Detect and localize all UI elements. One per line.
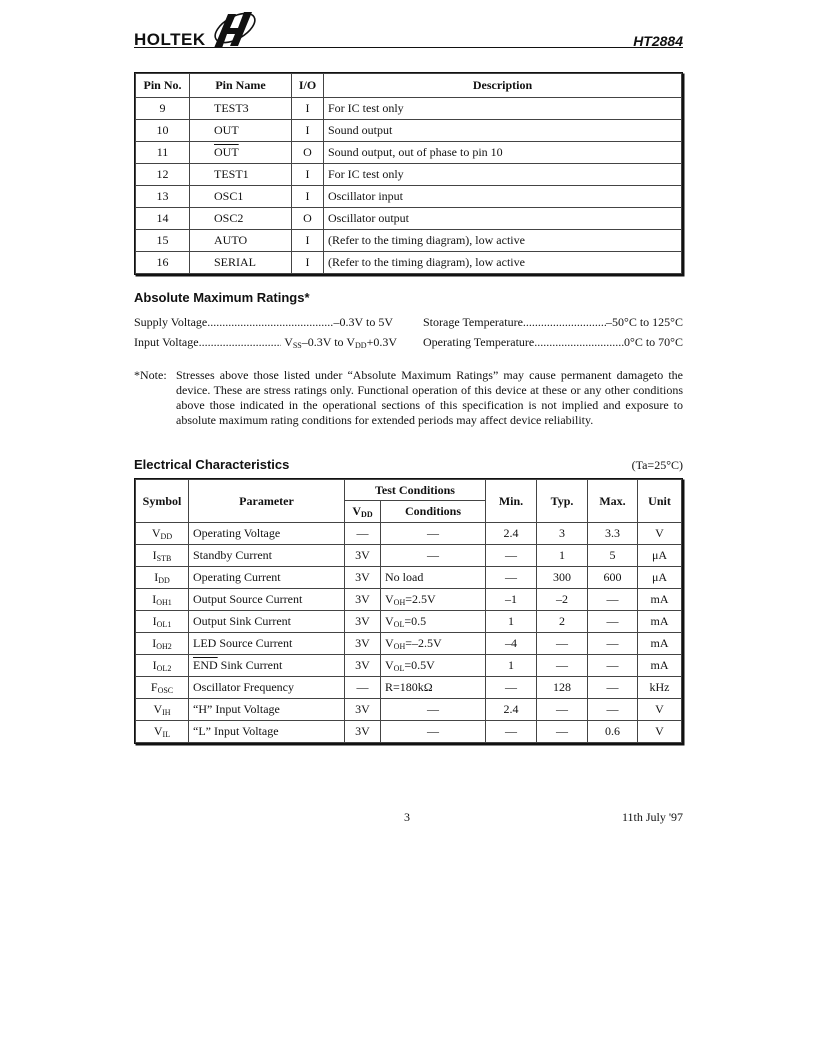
symbol-cell — [136, 589, 189, 611]
pin-name-cell — [190, 252, 292, 274]
max-cell: 5 — [588, 545, 638, 567]
table-row — [136, 677, 682, 699]
min-cell: 1 — [486, 655, 537, 677]
electrical-characteristics-table — [135, 479, 682, 743]
unit-cell: V — [638, 721, 682, 743]
io-cell: I — [292, 164, 324, 186]
table-row — [136, 98, 682, 120]
symbol-cell — [136, 633, 189, 655]
parameter-text: Output Sink Current — [193, 614, 291, 628]
unit-cell: kHz — [638, 677, 682, 699]
pin-name-cell — [190, 208, 292, 230]
pin-name-cell — [190, 164, 292, 186]
max-cell: — — [588, 611, 638, 633]
table-row — [136, 230, 682, 252]
min-cell: — — [486, 545, 537, 567]
symbol-text: I — [154, 570, 159, 584]
leader-dots — [523, 315, 606, 330]
unit-cell: V — [638, 523, 682, 545]
col-header-parameter: Parameter — [189, 480, 345, 523]
pin-no-cell: 12 — [136, 164, 190, 186]
conditions-text: — — [427, 702, 439, 716]
table-row — [136, 655, 682, 677]
parameter-text: Operating Voltage — [193, 526, 281, 540]
vdd-cell: 3V — [345, 545, 381, 567]
vdd-cell: — — [345, 523, 381, 545]
min-cell: 2.4 — [486, 523, 537, 545]
pin-name-text: SERIAL — [214, 255, 256, 269]
input-voltage-value: $V_{SS}-0.3V$ to $V_{DD}+0.3V$ — [284, 335, 397, 350]
holtek-logo-mark-icon — [204, 6, 260, 50]
conditions-cell — [381, 655, 486, 677]
pin-name-cell — [190, 186, 292, 208]
conditions-text: — — [427, 548, 439, 562]
supply-voltage-rating — [134, 315, 393, 330]
table-row — [136, 186, 682, 208]
header-rule — [134, 47, 683, 48]
vdd-cell: 3V — [345, 699, 381, 721]
unit-cell: μA — [638, 545, 682, 567]
description-cell: Oscillator output — [324, 208, 682, 230]
parameter-cell — [189, 589, 345, 611]
parameter-text: Output Source Current — [193, 592, 303, 606]
parameter-cell — [189, 545, 345, 567]
description-cell: Sound output — [324, 120, 682, 142]
symbol-cell — [136, 721, 189, 743]
parameter-text: “L” Input Voltage — [193, 724, 279, 738]
conditions-subscript: OH — [393, 642, 406, 651]
part-number: HT2884 — [633, 33, 683, 49]
description-cell: (Refer to the timing diagram), low active — [324, 230, 682, 252]
conditions-subscript: OL — [393, 664, 405, 673]
symbol-subscript: OL1 — [156, 620, 172, 629]
symbol-text: I — [152, 614, 157, 628]
symbol-subscript: OH1 — [156, 598, 172, 607]
pin-name-text: OUT — [214, 123, 239, 137]
symbol-text: I — [152, 658, 157, 672]
description-cell: For IC test only — [324, 98, 682, 120]
pin-name-text: TEST3 — [214, 101, 249, 115]
pin-no-cell: 10 — [136, 120, 190, 142]
typ-cell: 3 — [537, 523, 588, 545]
typ-cell: 2 — [537, 611, 588, 633]
parameter-cell — [189, 677, 345, 699]
pin-name-text: OSC2 — [214, 211, 244, 225]
pin-no-cell: 13 — [136, 186, 190, 208]
min-cell: — — [486, 677, 537, 699]
elec-char-title: Electrical Characteristics — [134, 457, 290, 472]
conditions-text: V — [385, 636, 394, 650]
table-row — [136, 120, 682, 142]
symbol-subscript: OH2 — [156, 642, 172, 651]
parameter-text: Standby Current — [193, 548, 272, 562]
logo-text: HOLTEK — [134, 30, 206, 49]
pin-no-cell: 16 — [136, 252, 190, 274]
holtek-logo — [134, 24, 206, 48]
table-row — [136, 208, 682, 230]
pin-no-cell: 9 — [136, 98, 190, 120]
leader-dots — [199, 335, 282, 350]
parameter-text: Oscillator Frequency — [193, 680, 294, 694]
conditions-cell — [381, 589, 486, 611]
parameter-cell — [189, 633, 345, 655]
parameter-text: Operating Current — [193, 570, 281, 584]
symbol-cell — [136, 699, 189, 721]
conditions-rest: =2.5V — [405, 592, 436, 606]
conditions-cell — [381, 633, 486, 655]
symbol-text: I — [152, 548, 157, 562]
io-cell: O — [292, 208, 324, 230]
conditions-cell — [381, 677, 486, 699]
conditions-subscript: OL — [393, 620, 405, 629]
unit-cell: mA — [638, 655, 682, 677]
vdd-cell: — — [345, 677, 381, 699]
parameter-text: Sink Current — [217, 658, 283, 672]
storage-temperature-value: –50°C to 125°C — [606, 315, 683, 329]
conditions-rest: =0.5 — [404, 614, 427, 628]
pin-no-cell: 15 — [136, 230, 190, 252]
conditions-text: V — [385, 592, 394, 606]
min-cell: –1 — [486, 589, 537, 611]
vdd-cell: 3V — [345, 633, 381, 655]
max-cell: — — [588, 677, 638, 699]
symbol-cell — [136, 523, 189, 545]
min-cell: — — [486, 721, 537, 743]
unit-cell: mA — [638, 633, 682, 655]
conditions-cell — [381, 699, 486, 721]
description-cell: (Refer to the timing diagram), low active — [324, 252, 682, 274]
symbol-text: I — [152, 592, 157, 606]
unit-cell: V — [638, 699, 682, 721]
typ-cell: 1 — [537, 545, 588, 567]
col-header-conditions: Conditions — [381, 501, 486, 523]
conditions-text: R=180kΩ — [385, 680, 433, 694]
io-cell: I — [292, 252, 324, 274]
symbol-cell — [136, 611, 189, 633]
table-row — [136, 523, 682, 545]
table-row — [136, 164, 682, 186]
max-cell: 0.6 — [588, 721, 638, 743]
note-text: Stresses above those listed under “Absolute Maximum Ratings” may cause permanent damageto the device. These are stress ratings only. Functional operation of this device at these or any other conditions above those indicated in the operational sections of this specification is not implied and exposure to absolute maximum rating conditions for extended periods may affect device reliability. — [176, 368, 683, 427]
input-voltage-label: Input Voltage — [134, 335, 199, 349]
pin-name-cell — [190, 98, 292, 120]
typ-cell: — — [537, 699, 588, 721]
pin-name-text: $\overline{OUT}$ — [214, 145, 239, 159]
conditions-subscript: OH — [393, 598, 406, 607]
symbol-cell — [136, 677, 189, 699]
supply-voltage-value: –0.3V to 5V — [333, 315, 393, 329]
symbol-cell — [136, 655, 189, 677]
max-cell: — — [588, 633, 638, 655]
symbol-text: I — [152, 636, 157, 650]
col-header-min: Min. — [486, 480, 537, 523]
col-header-test-conditions: Test Conditions — [345, 480, 486, 501]
col-header-io: I/O — [292, 74, 324, 98]
abs-max-title: Absolute Maximum Ratings* — [134, 290, 310, 305]
storage-temperature-rating — [423, 315, 683, 330]
col-header-vdd: $V_{DD}$ — [345, 501, 381, 523]
col-header-description: Description — [324, 74, 682, 98]
conditions-text: V — [385, 658, 394, 672]
parameter-cell — [189, 721, 345, 743]
pin-name-text: AUTO — [214, 233, 248, 247]
conditions-cell — [381, 545, 486, 567]
io-cell: I — [292, 230, 324, 252]
parameter-cell — [189, 655, 345, 677]
pin-name-text: OSC1 — [214, 189, 244, 203]
typ-cell: 300 — [537, 567, 588, 589]
table-row — [136, 633, 682, 655]
symbol-subscript: IL — [162, 730, 171, 739]
col-header-typ: Typ. — [537, 480, 588, 523]
conditions-rest: =–2.5V — [405, 636, 442, 650]
table-row — [136, 545, 682, 567]
conditions-rest: =0.5V — [404, 658, 435, 672]
typ-cell: 128 — [537, 677, 588, 699]
revision-date: 11th July '97 — [621, 810, 683, 824]
conditions-text: — — [427, 724, 439, 738]
operating-temperature-label: Operating Temperature — [423, 335, 535, 349]
max-cell: 600 — [588, 567, 638, 589]
leader-dots — [534, 335, 624, 350]
pin-name-cell — [190, 230, 292, 252]
symbol-text: F — [150, 680, 158, 694]
pin-table-header-row — [136, 74, 682, 98]
table-row — [136, 567, 682, 589]
symbol-subscript: STB — [156, 554, 172, 563]
io-cell: O — [292, 142, 324, 164]
symbol-cell — [136, 545, 189, 567]
conditions-cell — [381, 567, 486, 589]
conditions-text: No load — [385, 570, 424, 584]
parameter-cell — [189, 699, 345, 721]
col-header-symbol: Symbol — [136, 480, 189, 523]
col-header-unit: Unit — [638, 480, 682, 523]
parameter-cell — [189, 611, 345, 633]
parameter-cell — [189, 567, 345, 589]
supply-voltage-label: Supply Voltage — [134, 315, 208, 329]
pin-name-cell — [190, 142, 292, 164]
table-row — [136, 699, 682, 721]
conditions-cell — [381, 721, 486, 743]
electrical-characteristics-table-frame — [134, 478, 683, 744]
symbol-text: V — [151, 526, 161, 540]
note-label: *Note: — [134, 368, 167, 382]
pin-description-table — [135, 73, 682, 274]
description-cell: Sound output, out of phase to pin 10 — [324, 142, 682, 164]
elec-char-condition: (Ta=25°C) — [631, 458, 683, 472]
max-cell: — — [588, 655, 638, 677]
vdd-cell: 3V — [345, 611, 381, 633]
min-cell: — — [486, 567, 537, 589]
pin-name-cell — [190, 120, 292, 142]
pin-no-cell: 11 — [136, 142, 190, 164]
description-cell: Oscillator input — [324, 186, 682, 208]
symbol-subscript: DD — [160, 532, 173, 541]
parameter-text: “H” Input Voltage — [193, 702, 280, 716]
conditions-text: — — [427, 526, 439, 540]
symbol-cell — [136, 567, 189, 589]
vdd-cell: 3V — [345, 721, 381, 743]
table-row — [136, 252, 682, 274]
pin-description-table-frame — [134, 72, 683, 275]
conditions-cell — [381, 611, 486, 633]
unit-cell: mA — [638, 611, 682, 633]
typ-cell: — — [537, 655, 588, 677]
typ-cell: –2 — [537, 589, 588, 611]
table-row — [136, 142, 682, 164]
vdd-cell: 3V — [345, 589, 381, 611]
max-cell: — — [588, 589, 638, 611]
io-cell: I — [292, 120, 324, 142]
col-header-max: Max. — [588, 480, 638, 523]
symbol-text: V — [153, 724, 163, 738]
col-header-pin-name: Pin Name — [190, 74, 292, 98]
ec-header-row-1 — [136, 480, 682, 501]
io-cell: I — [292, 98, 324, 120]
symbol-subscript: OL2 — [156, 664, 172, 673]
pin-name-text: TEST1 — [214, 167, 249, 181]
operating-temperature-rating — [423, 335, 683, 350]
io-cell: I — [292, 186, 324, 208]
operating-temperature-value: 0°C to 70°C — [624, 335, 683, 349]
input-voltage-rating — [134, 335, 397, 350]
storage-temperature-label: Storage Temperature — [423, 315, 523, 329]
symbol-subscript: IH — [162, 708, 171, 717]
min-cell: 2.4 — [486, 699, 537, 721]
symbol-subscript: DD — [158, 576, 170, 585]
col-header-pin-no: Pin No. — [136, 74, 190, 98]
max-cell: — — [588, 699, 638, 721]
parameter-overline-text: $\overline{END}$ — [193, 658, 218, 672]
table-row — [136, 611, 682, 633]
typ-cell: — — [537, 721, 588, 743]
vdd-cell: 3V — [345, 655, 381, 677]
description-cell: For IC test only — [324, 164, 682, 186]
table-row — [136, 721, 682, 743]
symbol-text: V — [153, 702, 163, 716]
parameter-text: LED Source Current — [193, 636, 293, 650]
conditions-cell — [381, 523, 486, 545]
min-cell: –4 — [486, 633, 537, 655]
min-cell: 1 — [486, 611, 537, 633]
parameter-cell — [189, 523, 345, 545]
typ-cell: — — [537, 633, 588, 655]
max-cell: 3.3 — [588, 523, 638, 545]
conditions-text: V — [385, 614, 394, 628]
page-header — [134, 4, 683, 48]
page-number: 3 — [404, 810, 410, 824]
table-row — [136, 589, 682, 611]
unit-cell: μA — [638, 567, 682, 589]
leader-dots — [207, 315, 333, 330]
pin-no-cell: 14 — [136, 208, 190, 230]
symbol-subscript: OSC — [157, 686, 174, 695]
unit-cell: mA — [638, 589, 682, 611]
vdd-cell: 3V — [345, 567, 381, 589]
